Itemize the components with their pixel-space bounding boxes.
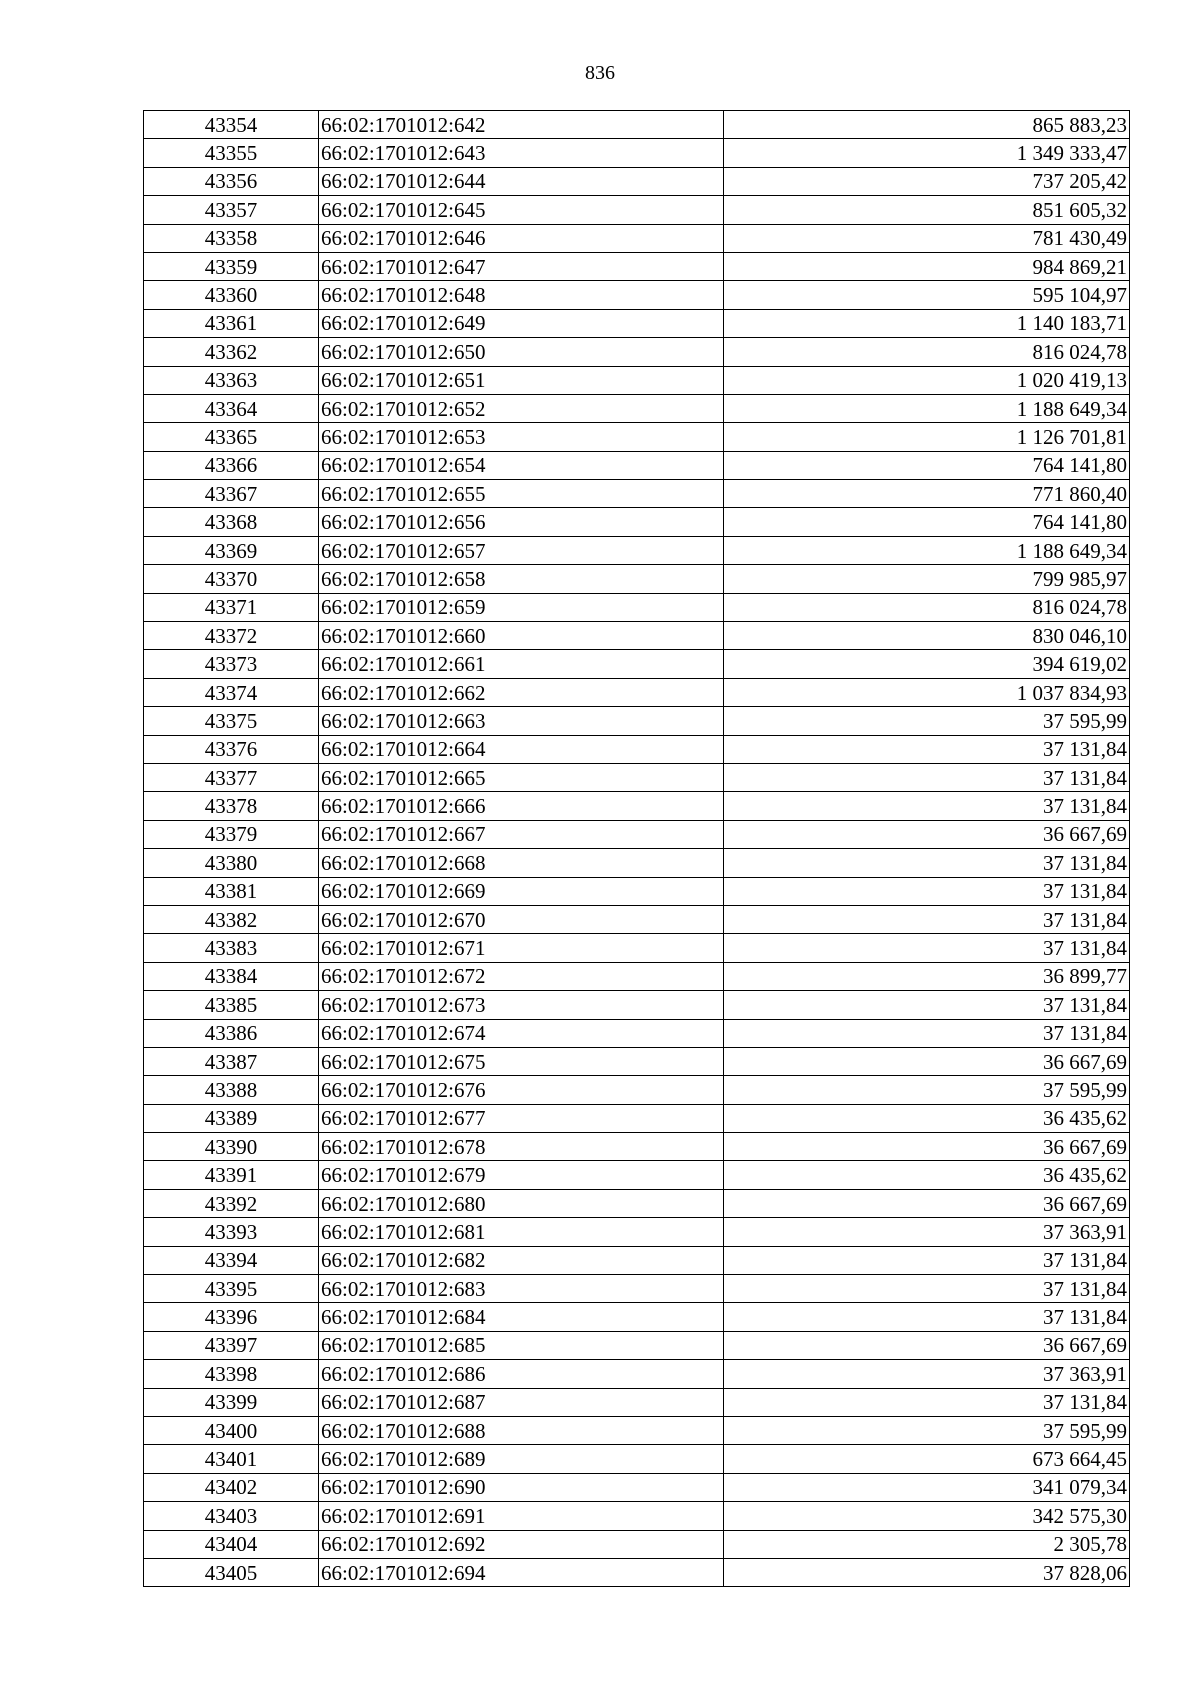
cadastral-value-cell: 799 985,97 (724, 565, 1130, 593)
row-number-cell: 43357 (144, 196, 319, 224)
row-number-cell: 43382 (144, 905, 319, 933)
cadastral-number-cell: 66:02:1701012:675 (319, 1047, 724, 1075)
cadastral-number-cell: 66:02:1701012:645 (319, 196, 724, 224)
table-row (144, 650, 1130, 678)
table-row (144, 905, 1130, 933)
table-row (144, 508, 1130, 536)
cadastral-number-cell: 66:02:1701012:669 (319, 877, 724, 905)
cadastral-value-cell: 37 131,84 (724, 1246, 1130, 1274)
table-row (144, 1218, 1130, 1246)
row-number-cell: 43388 (144, 1076, 319, 1104)
row-number-cell: 43367 (144, 480, 319, 508)
cadastral-number-cell: 66:02:1701012:679 (319, 1161, 724, 1189)
cadastral-number-cell: 66:02:1701012:646 (319, 224, 724, 252)
table-row (144, 1303, 1130, 1331)
cadastral-number-cell: 66:02:1701012:680 (319, 1189, 724, 1217)
cadastral-number-cell: 66:02:1701012:663 (319, 707, 724, 735)
cadastral-value-cell: 36 667,69 (724, 1133, 1130, 1161)
cadastral-value-cell: 37 131,84 (724, 1303, 1130, 1331)
cadastral-value-cell: 37 131,84 (724, 905, 1130, 933)
row-number-cell: 43405 (144, 1558, 319, 1586)
table-row (144, 678, 1130, 706)
table-row (144, 1133, 1130, 1161)
row-number-cell: 43393 (144, 1218, 319, 1246)
cadastral-value-cell: 36 899,77 (724, 962, 1130, 990)
table-row (144, 1047, 1130, 1075)
cadastral-value-cell: 37 131,84 (724, 735, 1130, 763)
cadastral-value-cell: 830 046,10 (724, 622, 1130, 650)
row-number-cell: 43371 (144, 593, 319, 621)
table-row (144, 1189, 1130, 1217)
cadastral-number-cell: 66:02:1701012:673 (319, 991, 724, 1019)
cadastral-number-cell: 66:02:1701012:660 (319, 622, 724, 650)
cadastral-value-cell: 37 131,84 (724, 991, 1130, 1019)
cadastral-number-cell: 66:02:1701012:681 (319, 1218, 724, 1246)
row-number-cell: 43361 (144, 309, 319, 337)
row-number-cell: 43374 (144, 678, 319, 706)
cadastral-number-cell: 66:02:1701012:653 (319, 423, 724, 451)
cadastral-number-cell: 66:02:1701012:683 (319, 1275, 724, 1303)
cadastral-value-cell: 764 141,80 (724, 451, 1130, 479)
cadastral-number-cell: 66:02:1701012:654 (319, 451, 724, 479)
row-number-cell: 43366 (144, 451, 319, 479)
cadastral-value-cell: 37 131,84 (724, 792, 1130, 820)
table-row (144, 1019, 1130, 1047)
cadastral-number-cell: 66:02:1701012:692 (319, 1530, 724, 1558)
cadastral-value-cell: 1 126 701,81 (724, 423, 1130, 451)
row-number-cell: 43380 (144, 849, 319, 877)
table-row (144, 281, 1130, 309)
row-number-cell: 43386 (144, 1019, 319, 1047)
row-number-cell: 43398 (144, 1360, 319, 1388)
cadastral-value-cell: 595 104,97 (724, 281, 1130, 309)
cadastral-value-cell: 37 131,84 (724, 934, 1130, 962)
cadastral-value-cell: 37 131,84 (724, 877, 1130, 905)
cadastral-value-cell: 37 595,99 (724, 1076, 1130, 1104)
cadastral-value-cell: 771 860,40 (724, 480, 1130, 508)
cadastral-value-cell: 342 575,30 (724, 1502, 1130, 1530)
cadastral-value-cell: 37 595,99 (724, 1416, 1130, 1444)
row-number-cell: 43359 (144, 252, 319, 280)
row-number-cell: 43402 (144, 1473, 319, 1501)
cadastral-value-cell: 737 205,42 (724, 167, 1130, 195)
row-number-cell: 43365 (144, 423, 319, 451)
row-number-cell: 43387 (144, 1047, 319, 1075)
cadastral-value-cell: 341 079,34 (724, 1473, 1130, 1501)
table-row (144, 934, 1130, 962)
cadastral-value-cell: 984 869,21 (724, 252, 1130, 280)
table-row (144, 593, 1130, 621)
row-number-cell: 43392 (144, 1189, 319, 1217)
cadastral-value-cell: 36 667,69 (724, 1047, 1130, 1075)
row-number-cell: 43376 (144, 735, 319, 763)
cadastral-value-cell: 37 131,84 (724, 1275, 1130, 1303)
cadastral-number-cell: 66:02:1701012:665 (319, 763, 724, 791)
table-row (144, 1104, 1130, 1132)
row-number-cell: 43381 (144, 877, 319, 905)
row-number-cell: 43400 (144, 1416, 319, 1444)
cadastral-value-cell: 37 131,84 (724, 849, 1130, 877)
cadastral-value-cell: 36 435,62 (724, 1161, 1130, 1189)
table-row (144, 820, 1130, 848)
cadastral-value-cell: 36 435,62 (724, 1104, 1130, 1132)
row-number-cell: 43395 (144, 1275, 319, 1303)
cadastral-number-cell: 66:02:1701012:690 (319, 1473, 724, 1501)
cadastral-value-cell: 851 605,32 (724, 196, 1130, 224)
row-number-cell: 43390 (144, 1133, 319, 1161)
row-number-cell: 43364 (144, 394, 319, 422)
row-number-cell: 43399 (144, 1388, 319, 1416)
row-number-cell: 43397 (144, 1331, 319, 1359)
table-row (144, 1275, 1130, 1303)
cadastral-number-cell: 66:02:1701012:657 (319, 536, 724, 564)
cadastral-number-cell: 66:02:1701012:666 (319, 792, 724, 820)
cadastral-value-cell: 36 667,69 (724, 1189, 1130, 1217)
row-number-cell: 43363 (144, 366, 319, 394)
cadastral-value-cell: 816 024,78 (724, 593, 1130, 621)
table-row (144, 366, 1130, 394)
table-row (144, 536, 1130, 564)
cadastral-number-cell: 66:02:1701012:667 (319, 820, 724, 848)
table-row (144, 877, 1130, 905)
cadastral-number-cell: 66:02:1701012:642 (319, 111, 724, 139)
cadastral-value-cell: 1 140 183,71 (724, 309, 1130, 337)
table-body (144, 111, 1130, 1587)
row-number-cell: 43383 (144, 934, 319, 962)
table-row (144, 196, 1130, 224)
cadastral-number-cell: 66:02:1701012:672 (319, 962, 724, 990)
cadastral-value-cell: 1 020 419,13 (724, 366, 1130, 394)
cadastral-value-cell: 37 131,84 (724, 1388, 1130, 1416)
row-number-cell: 43404 (144, 1530, 319, 1558)
table-row (144, 735, 1130, 763)
table-row (144, 1246, 1130, 1274)
table-row (144, 1416, 1130, 1444)
cadastral-value-cell: 1 037 834,93 (724, 678, 1130, 706)
row-number-cell: 43377 (144, 763, 319, 791)
cadastral-number-cell: 66:02:1701012:648 (319, 281, 724, 309)
row-number-cell: 43396 (144, 1303, 319, 1331)
cadastral-value-cell: 36 667,69 (724, 1331, 1130, 1359)
cadastral-number-cell: 66:02:1701012:652 (319, 394, 724, 422)
row-number-cell: 43360 (144, 281, 319, 309)
cadastral-number-cell: 66:02:1701012:659 (319, 593, 724, 621)
cadastral-value-cell: 37 363,91 (724, 1218, 1130, 1246)
table-row (144, 167, 1130, 195)
table-row (144, 763, 1130, 791)
table-row (144, 111, 1130, 139)
page-number: 836 (585, 62, 615, 84)
table-row (144, 707, 1130, 735)
table-row (144, 480, 1130, 508)
cadastral-number-cell: 66:02:1701012:676 (319, 1076, 724, 1104)
table-row (144, 252, 1130, 280)
cadastral-number-cell: 66:02:1701012:656 (319, 508, 724, 536)
cadastral-value-cell: 764 141,80 (724, 508, 1130, 536)
cadastral-value-cell: 37 595,99 (724, 707, 1130, 735)
row-number-cell: 43403 (144, 1502, 319, 1530)
table-row (144, 1530, 1130, 1558)
row-number-cell: 43384 (144, 962, 319, 990)
cadastral-number-cell: 66:02:1701012:668 (319, 849, 724, 877)
cadastral-number-cell: 66:02:1701012:651 (319, 366, 724, 394)
cadastral-value-cell: 37 131,84 (724, 763, 1130, 791)
table-row (144, 338, 1130, 366)
cadastral-value-table (143, 110, 1130, 1587)
row-number-cell: 43372 (144, 622, 319, 650)
cadastral-number-cell: 66:02:1701012:678 (319, 1133, 724, 1161)
cadastral-number-cell: 66:02:1701012:670 (319, 905, 724, 933)
cadastral-value-cell: 394 619,02 (724, 650, 1130, 678)
cadastral-value-cell: 816 024,78 (724, 338, 1130, 366)
cadastral-number-cell: 66:02:1701012:677 (319, 1104, 724, 1132)
row-number-cell: 43389 (144, 1104, 319, 1132)
row-number-cell: 43379 (144, 820, 319, 848)
table-row (144, 565, 1130, 593)
table-row (144, 1388, 1130, 1416)
table-row (144, 1502, 1130, 1530)
table-row (144, 1331, 1130, 1359)
cadastral-number-cell: 66:02:1701012:685 (319, 1331, 724, 1359)
table-row (144, 309, 1130, 337)
row-number-cell: 43373 (144, 650, 319, 678)
cadastral-value-cell: 865 883,23 (724, 111, 1130, 139)
cadastral-number-cell: 66:02:1701012:688 (319, 1416, 724, 1444)
table-row (144, 224, 1130, 252)
table-row (144, 1473, 1130, 1501)
row-number-cell: 43362 (144, 338, 319, 366)
cadastral-number-cell: 66:02:1701012:682 (319, 1246, 724, 1274)
row-number-cell: 43368 (144, 508, 319, 536)
cadastral-value-cell: 2 305,78 (724, 1530, 1130, 1558)
table-row (144, 139, 1130, 167)
table-row (144, 622, 1130, 650)
cadastral-value-cell: 1 188 649,34 (724, 536, 1130, 564)
cadastral-value-cell: 36 667,69 (724, 820, 1130, 848)
table-row (144, 1161, 1130, 1189)
cadastral-value-cell: 37 131,84 (724, 1019, 1130, 1047)
table-row (144, 423, 1130, 451)
row-number-cell: 43401 (144, 1445, 319, 1473)
cadastral-number-cell: 66:02:1701012:686 (319, 1360, 724, 1388)
row-number-cell: 43356 (144, 167, 319, 195)
table-row (144, 1445, 1130, 1473)
cadastral-number-cell: 66:02:1701012:650 (319, 338, 724, 366)
cadastral-number-cell: 66:02:1701012:655 (319, 480, 724, 508)
cadastral-number-cell: 66:02:1701012:662 (319, 678, 724, 706)
row-number-cell: 43375 (144, 707, 319, 735)
cadastral-number-cell: 66:02:1701012:674 (319, 1019, 724, 1047)
cadastral-number-cell: 66:02:1701012:649 (319, 309, 724, 337)
table-row (144, 1360, 1130, 1388)
cadastral-value-cell: 1 349 333,47 (724, 139, 1130, 167)
cadastral-value-cell: 1 188 649,34 (724, 394, 1130, 422)
row-number-cell: 43358 (144, 224, 319, 252)
table-row (144, 1076, 1130, 1104)
cadastral-number-cell: 66:02:1701012:664 (319, 735, 724, 763)
cadastral-number-cell: 66:02:1701012:658 (319, 565, 724, 593)
cadastral-number-cell: 66:02:1701012:684 (319, 1303, 724, 1331)
row-number-cell: 43394 (144, 1246, 319, 1274)
table-row (144, 394, 1130, 422)
cadastral-number-cell: 66:02:1701012:661 (319, 650, 724, 678)
cadastral-number-cell: 66:02:1701012:643 (319, 139, 724, 167)
table-row (144, 792, 1130, 820)
cadastral-number-cell: 66:02:1701012:644 (319, 167, 724, 195)
cadastral-value-cell: 673 664,45 (724, 1445, 1130, 1473)
table-row (144, 1558, 1130, 1586)
table-row (144, 451, 1130, 479)
cadastral-number-cell: 66:02:1701012:691 (319, 1502, 724, 1530)
row-number-cell: 43370 (144, 565, 319, 593)
row-number-cell: 43391 (144, 1161, 319, 1189)
table-row (144, 849, 1130, 877)
cadastral-value-cell: 37 363,91 (724, 1360, 1130, 1388)
row-number-cell: 43385 (144, 991, 319, 1019)
table-row (144, 962, 1130, 990)
cadastral-number-cell: 66:02:1701012:687 (319, 1388, 724, 1416)
cadastral-value-cell: 781 430,49 (724, 224, 1130, 252)
row-number-cell: 43354 (144, 111, 319, 139)
cadastral-number-cell: 66:02:1701012:694 (319, 1558, 724, 1586)
cadastral-value-cell: 37 828,06 (724, 1558, 1130, 1586)
row-number-cell: 43378 (144, 792, 319, 820)
cadastral-number-cell: 66:02:1701012:671 (319, 934, 724, 962)
row-number-cell: 43369 (144, 536, 319, 564)
cadastral-number-cell: 66:02:1701012:647 (319, 252, 724, 280)
cadastral-number-cell: 66:02:1701012:689 (319, 1445, 724, 1473)
row-number-cell: 43355 (144, 139, 319, 167)
table-row (144, 991, 1130, 1019)
